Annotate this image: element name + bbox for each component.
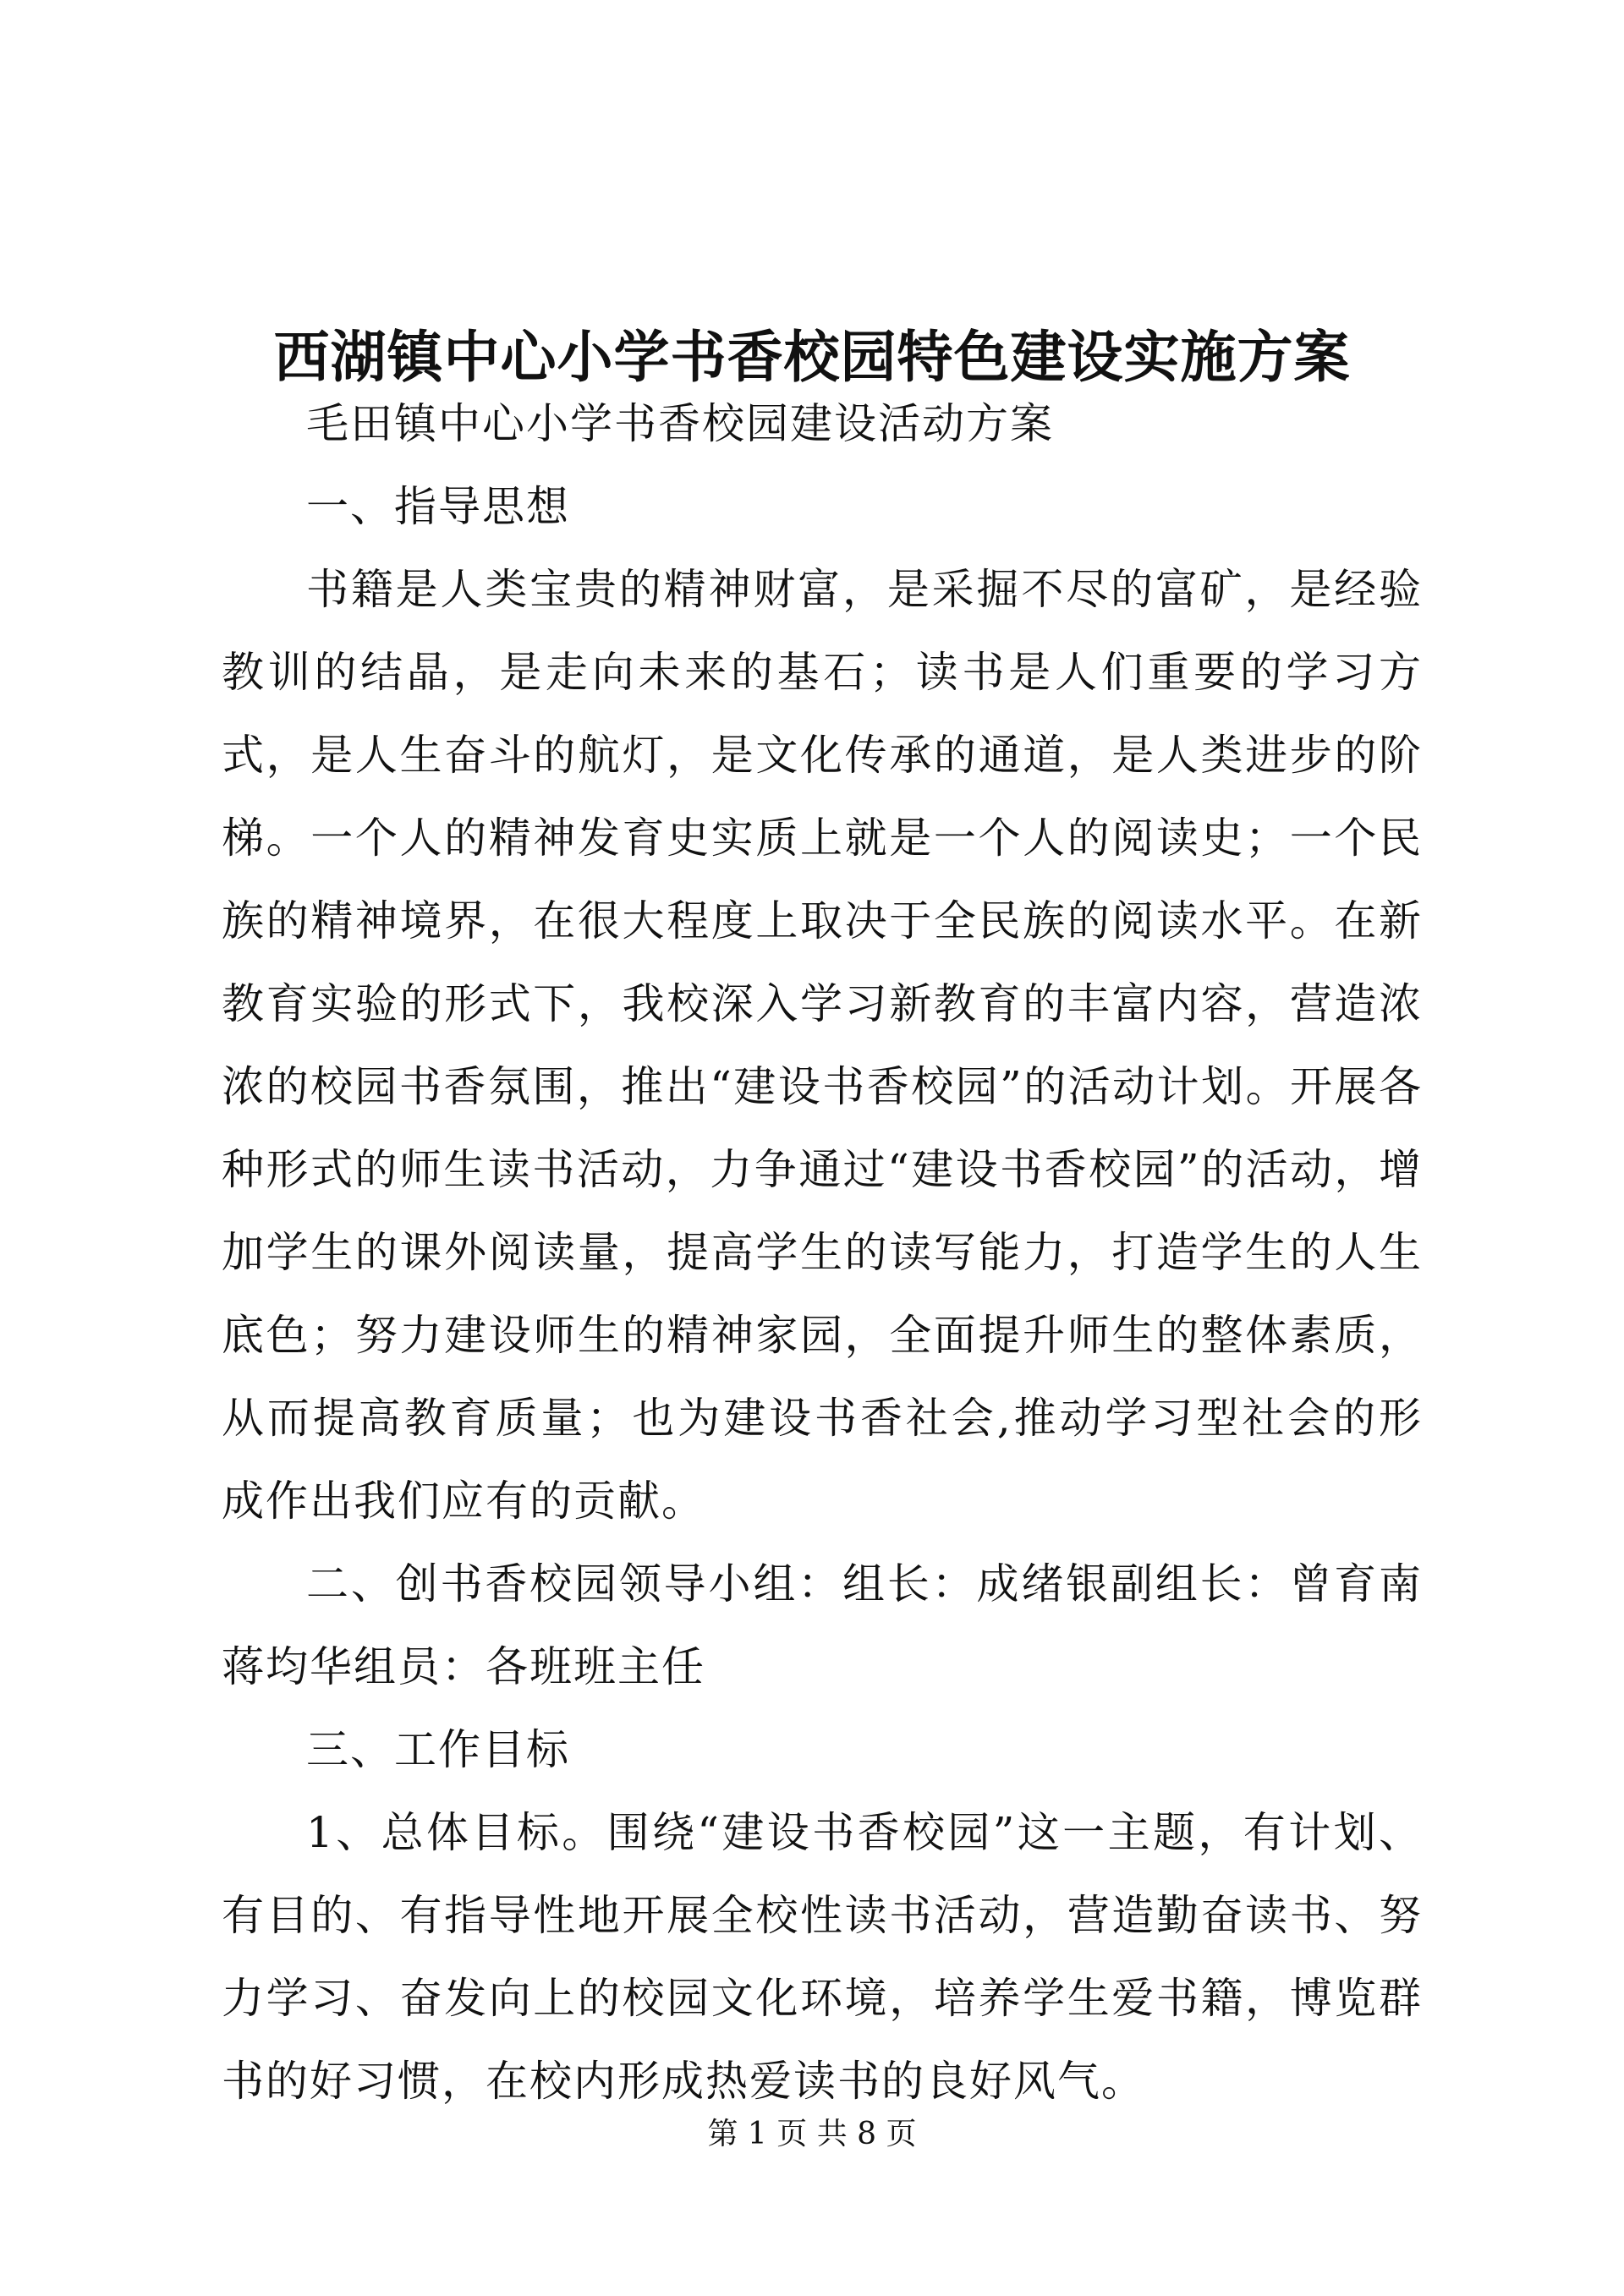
document-body: [222, 382, 1423, 2123]
subtitle-paragraph: 毛田镇中心小学书香校园建设活动方案: [306, 399, 1054, 448]
section-heading-work-goals: 三、工作目标: [306, 1725, 570, 1774]
leadership-group-paragraph: 二、创书香校园领导小组：组长：成绪银副组长：曾育南蒋均华组员：各班班主任: [222, 1559, 1423, 1691]
body-paragraph: 书籍是人类宝贵的精神财富，是采掘不尽的富矿，是经验教训的结晶，是走向未来的基石；读书是人们重要的学习方式，是人生奋斗的航灯，是文化传承的通道，是人类进步的阶梯。一个人的精神发育史实质上就是一个人的阅读史；一个民族的精神境界，在很大程度上取决于全民族的阅读水平。在新教育实验的形式下，我校深入学习新教育的丰富内容，营造浓浓的校园书香氛围，推出“建设书香校园”的活动计划。开展各种形式的师生读书活动，力争通过“建设书香校园”的活动，增加学生的课外阅读量，提高学生的读写能力，打造学生的人生底色；努力建设师生的精神家园，全面提升师生的整体素质，从而提高教育质量；也为建设书香社会,推动学习型社会的形成作出我们应有的贡献。: [222, 565, 1423, 1526]
section-heading-guiding-ideology: 一、指导思想: [306, 482, 570, 531]
body-paragraph: 1、总体目标。围绕“建设书香校园”这一主题，有计划、有目的、有指导性地开展全校性读书活动，营造勤奋读书、努力学习、奋发向上的校园文化环境，培养学生爱书籍，博览群书的好习惯，在校内形成热爱读书的良好风气。: [222, 1808, 1423, 2106]
document-title: 西湖镇中心小学书香校园特色建设实施方案: [273, 324, 1351, 391]
page-number-footer: 第 1 页 共 8 页: [707, 2117, 917, 2151]
